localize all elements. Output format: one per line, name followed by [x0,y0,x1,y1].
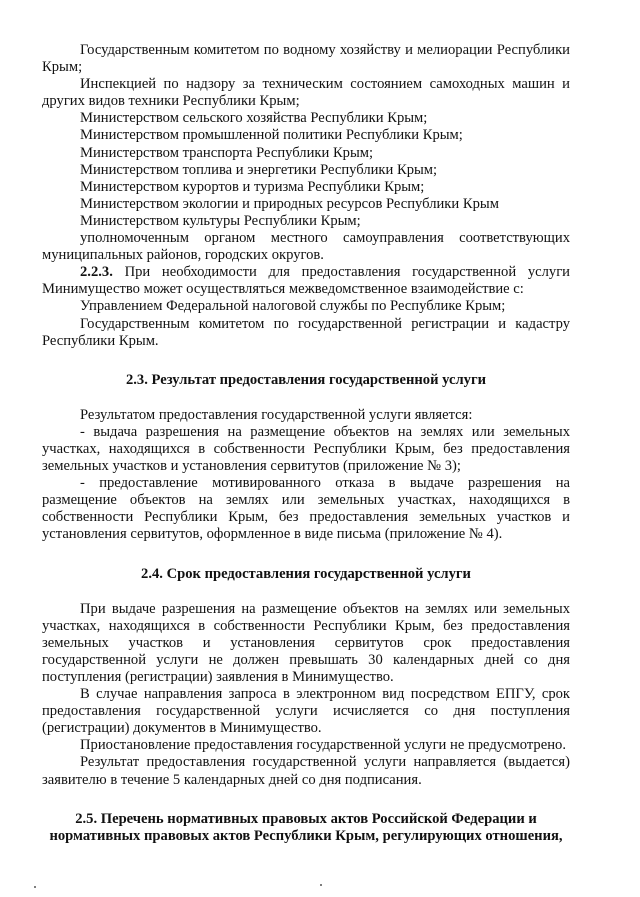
heading-line: 2.5. Перечень нормативных правовых актов Российской Федерации и [75,810,537,827]
section-heading-2-4: 2.4. Срок предоставления государственной услуги [141,565,471,582]
list-item: Министерством курортов и туризма Республики Крым; [80,178,425,195]
document-body [42,42,570,845]
list-item: Министерством транспорта Республики Крым; [80,144,374,161]
section-heading-2-5 [42,811,570,845]
paragraph: В случае направления запроса в электронном вид посредством ЕПГУ, срок предоставления государственной услуги исчисляется со дня поступления (регистрации) документов в Минимущество. [42,686,570,737]
paragraph: Результат предоставления государственной услуги направляется (выдается) заявителю в течение 5 календарных дней со дня подписания. [42,754,570,788]
heading-line: нормативных правовых актов Республики Крым, регулирующих отношения, [49,827,563,844]
scan-speck [34,886,36,888]
list-item: Министерством сельского хозяйства Республики Крым; [80,110,428,127]
list-item: Министерством промышленной политики Республики Крым; [80,127,463,144]
section-heading-2-3: 2.3. Результат предоставления государственной услуги [125,371,487,388]
clause-text: При необходимости для предоставления государственной услуги Минимущество может осуществляться межведомственное взаимодействие с: [42,264,570,298]
scan-speck [320,884,322,886]
clause-number: 2.2.3. [80,264,113,281]
paragraph: Результатом предоставления государственной услуги является: [80,406,473,423]
paragraph: Приостановление предоставления государственной услуги не предусмотрено. [80,737,566,754]
list-item: Инспекцией по надзору за техническим состоянием самоходных машин и других видов техники Республики Крым; [42,76,570,110]
list-item: Управлением Федеральной налоговой службы по Республике Крым; [80,298,506,315]
list-item: Государственным комитетом по водному хозяйству и мелиорации Республики Крым; [42,42,570,76]
list-item: - выдача разрешения на размещение объектов на землях или земельных участках, находящихся в собственности Республики Крым, без предоставления земельных участков и установления сервитутов (приложение № 3); [42,423,570,475]
list-item: Министерством экологии и природных ресурсов Республики Крым [80,195,499,212]
paragraph: При выдаче разрешения на размещение объектов на землях или земельных участках, находящихся в собственности Республики Крым, без предоставления земельных участков и установления сервитутов срок предоставления государственной услуги не должен превышать 30 календарных дней со дня поступления (регистрации) заявления в Минимущество. [42,600,570,685]
list-item: Министерством культуры Республики Крым; [80,212,361,229]
list-item: Государственным комитетом по государственной регистрации и кадастру Республики Крым. [42,315,570,349]
list-item: уполномоченным органом местного самоуправления соответствующих муниципальных районов, городских округов. [42,230,570,264]
clause-2-2-3 [42,264,570,298]
list-item: - предоставление мотивированного отказа в выдаче разрешения на размещение объектов на землях или земельных участках, находящихся в собственности Республики Крым, без предоставления земельных участков и установления сервитутов, оформленное в виде письма (приложение № 4). [42,475,570,543]
list-item: Министерством топлива и энергетики Республики Крым; [80,161,438,178]
